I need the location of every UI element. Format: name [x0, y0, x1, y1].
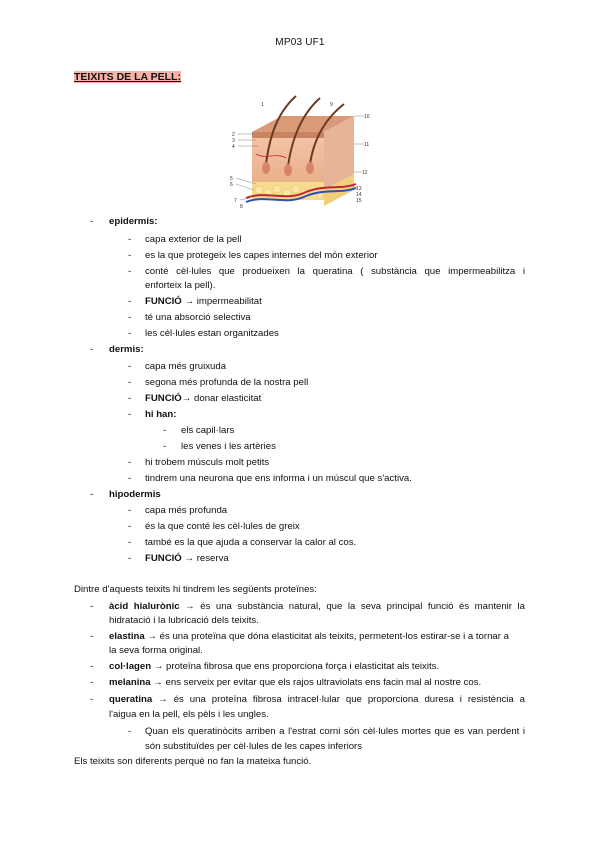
figure-label: 4 [232, 144, 235, 150]
bullet-dash: - [128, 409, 132, 420]
section-heading-hipodermis: hipodermis [109, 489, 161, 500]
figure-label: 13 [356, 186, 362, 192]
page-title: TEIXITS DE LA PELL: [74, 71, 181, 83]
list-item: és la que conté les cèl·lules de greix [145, 521, 300, 532]
figure-label: 9 [330, 102, 333, 108]
protein-line: àcid hialurònic → és una substància natural, que la seva principal funció és mantenir la [109, 601, 525, 612]
bullet-dash: - [128, 250, 132, 261]
list-item: segona més profunda de la nostra pell [145, 377, 309, 388]
figure-label: 2 [232, 132, 235, 138]
list-item-continuation: enforteix la pell). [145, 280, 216, 291]
section-heading-epidermis: epidermis: [109, 216, 158, 227]
page-header: MP03 UF1 [275, 37, 325, 48]
bullet-dash: - [128, 393, 132, 404]
bullet-dash: - [90, 661, 94, 672]
protein-line-cont: hidratació i la lubricació dels teixits. [109, 615, 259, 626]
list-item: es la que protegeix les capes internes del món exterior [145, 250, 378, 261]
skin-diagram [226, 94, 372, 212]
figure-label: 15 [356, 198, 362, 204]
protein-line-cont: l'aigua en la pell, els pèls i les ungles. [109, 709, 269, 720]
figure-label: 11 [364, 142, 370, 148]
bullet-dash: - [163, 441, 167, 452]
sub-note-line: Quan els queratinòcits arriben a l'estrat corni són cèl·lules mortes que es van perdent i [145, 726, 525, 737]
bullet-dash: - [128, 266, 132, 277]
bullet-dash: - [90, 601, 94, 612]
bullet-dash: - [128, 521, 132, 532]
bullet-dash: - [128, 473, 132, 484]
proteins-intro: Dintre d'aquests teixits hi tindrem les següents proteïnes: [74, 584, 317, 595]
function-line: FUNCIÓ → impermeabilitat [145, 296, 262, 307]
protein-line-cont: la seva forma original. [109, 645, 203, 656]
bullet-dash: - [90, 344, 94, 355]
bullet-dash: - [128, 328, 132, 339]
bullet-dash: - [128, 296, 132, 307]
list-item: també es la que ajuda a conservar la calor al cos. [145, 537, 357, 548]
figure-label: 6 [230, 182, 233, 188]
bullet-dash: - [90, 694, 94, 705]
protein-line: col·lagen → proteïna fibrosa que ens proporciona força i elasticitat als teixits. [109, 661, 440, 672]
list-item: capa més gruixuda [145, 361, 227, 372]
protein-line: elastina → és una proteïna que dóna elasticitat als teixits, permetent-los estirar-se i a tornar a [109, 631, 509, 642]
figure-label: 14 [356, 192, 362, 198]
list-item: les cèl·lules estan organitzades [145, 328, 279, 339]
sub-note-line-cont: són substituïdes per cèl·lules de les capes inferiors [145, 741, 363, 752]
figure-label: 10 [364, 114, 370, 120]
list-item: té una absorció selectiva [145, 312, 251, 323]
bullet-dash: - [128, 505, 132, 516]
bullet-dash: - [90, 631, 94, 642]
list-item: tindrem una neurona que ens informa i un múscul que s'activa. [145, 473, 412, 484]
bullet-dash: - [128, 726, 132, 737]
bullet-dash: - [128, 377, 132, 388]
figure-label: 8 [240, 204, 243, 210]
figure-label: 12 [362, 170, 368, 176]
protein-line: melanina → ens serveix per evitar que els rajos ultraviolats ens facin mal al nostre cos. [109, 677, 482, 688]
protein-line: queratina → és una proteïna fibrosa intracel·lular que proporciona duresa i resistència a [109, 694, 525, 705]
list-item: conté cèl·lules que produeixen la queratina ( substància que impermeabilitza i [145, 266, 525, 277]
sub-list-item: les venes i les artèries [181, 441, 276, 452]
function-line: FUNCIÓ→ donar elasticitat [145, 393, 262, 404]
bullet-dash: - [128, 234, 132, 245]
bullet-dash: - [90, 489, 94, 500]
bullet-dash: - [128, 457, 132, 468]
bullet-dash: - [128, 312, 132, 323]
bullet-dash: - [128, 537, 132, 548]
bullet-dash: - [163, 425, 167, 436]
list-item: hi han: [145, 409, 177, 420]
closing-text: Els teixits son diferents perquè no fan la mateixa funció. [74, 756, 312, 767]
figure-label: 7 [234, 198, 237, 204]
section-heading-dermis: dermis: [109, 344, 144, 355]
sub-list-item: els capil·lars [181, 425, 235, 436]
figure-label: 5 [230, 176, 233, 182]
figure-label: 3 [232, 138, 235, 144]
list-item: capa més profunda [145, 505, 228, 516]
function-line: FUNCIÓ → reserva [145, 553, 229, 564]
bullet-dash: - [90, 216, 94, 227]
list-item: capa exterior de la pell [145, 234, 242, 245]
list-item: hi trobem músculs molt petits [145, 457, 270, 468]
figure-label: 1 [261, 102, 264, 108]
bullet-dash: - [90, 677, 94, 688]
bullet-dash: - [128, 361, 132, 372]
bullet-dash: - [128, 553, 132, 564]
